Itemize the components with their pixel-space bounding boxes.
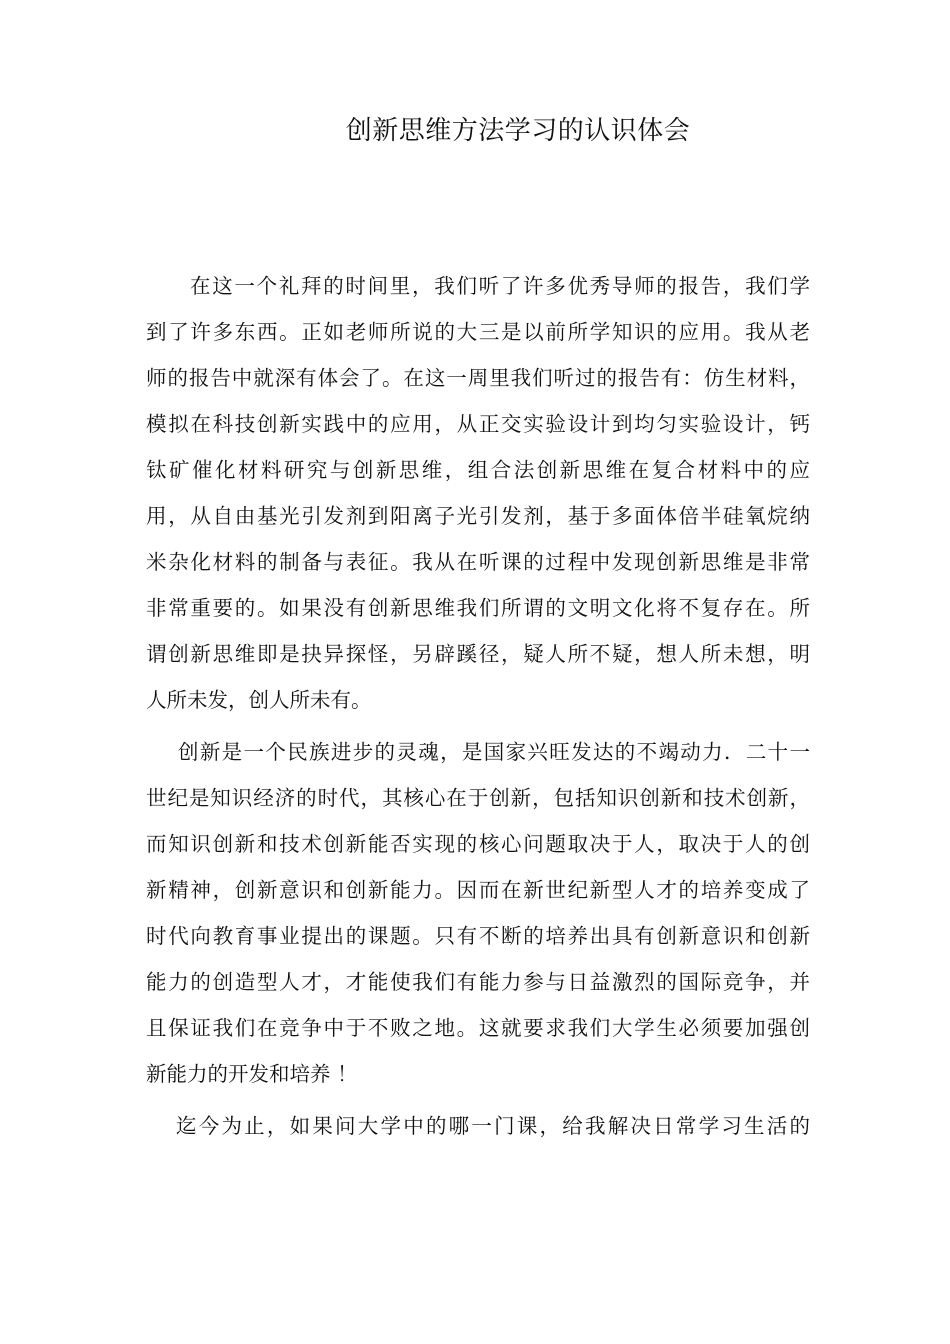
text-line: 能力的创造型人才，才能使我们有能力参与日益激烈的国际竞争，并	[146, 970, 810, 994]
text-line: 谓创新思维即是抉异探怪，另辟蹊径，疑人所不疑，想人所未想，明	[146, 642, 810, 666]
paragraph-1	[146, 263, 810, 723]
text-line: 而知识创新和技术创新能否实现的核心问题取决于人，取决于人的创	[146, 832, 810, 856]
text-line: 师的报告中就深有体会了。在这一周里我们听过的报告有：仿生材料，	[146, 366, 810, 390]
text-line: 时代向教育事业提出的课题。只有不断的培养出具有创新意识和创新	[146, 924, 810, 948]
document-body	[146, 263, 810, 1149]
text-line: 钛矿催化材料研究与创新思维，组合法创新思维在复合材料中的应	[146, 458, 810, 482]
paragraph-2	[146, 729, 810, 1097]
text-line: 新能力的开发和培养 ！	[146, 1062, 358, 1086]
text-line: 模拟在科技创新实践中的应用，从正交实验设计到均匀实验设计，钙	[146, 412, 810, 436]
text-line: 在这一个礼拜的时间里，我们听了许多优秀导师的报告，我们学	[190, 274, 810, 298]
text-line: 新精神，创新意识和创新能力。因而在新世纪新型人才的培养变成了	[146, 878, 810, 902]
text-line: 创新是一个民族进步的灵魂，是国家兴旺发达的不竭动力．二十一	[178, 740, 810, 764]
text-line: 世纪是知识经济的时代，其核心在于创新，包括知识创新和技术创新，	[146, 786, 810, 810]
text-line: 米杂化材料的制备与表征。我从在听课的过程中发现创新思维是非常	[146, 550, 810, 574]
text-line: 人所未发，创人所未有。	[146, 688, 372, 712]
paragraph-3	[146, 1103, 810, 1149]
text-line: 到了许多东西。正如老师所说的大三是以前所学知识的应用。我从老	[146, 320, 810, 344]
text-line: 迄今为止，如果问大学中的哪一门课，给我解决日常学习生活的	[176, 1114, 810, 1138]
text-line: 非常重要的。如果没有创新思维我们所谓的文明文化将不复存在。所	[146, 596, 810, 620]
text-line: 且保证我们在竞争中于不败之地。这就要求我们大学生必须要加强创	[146, 1016, 810, 1040]
document-title: 创新思维方法学习的认识体会	[345, 116, 691, 146]
text-line: 用，从自由基光引发剂到阳离子光引发剂，基于多面体倍半硅氧烷纳	[146, 504, 810, 528]
